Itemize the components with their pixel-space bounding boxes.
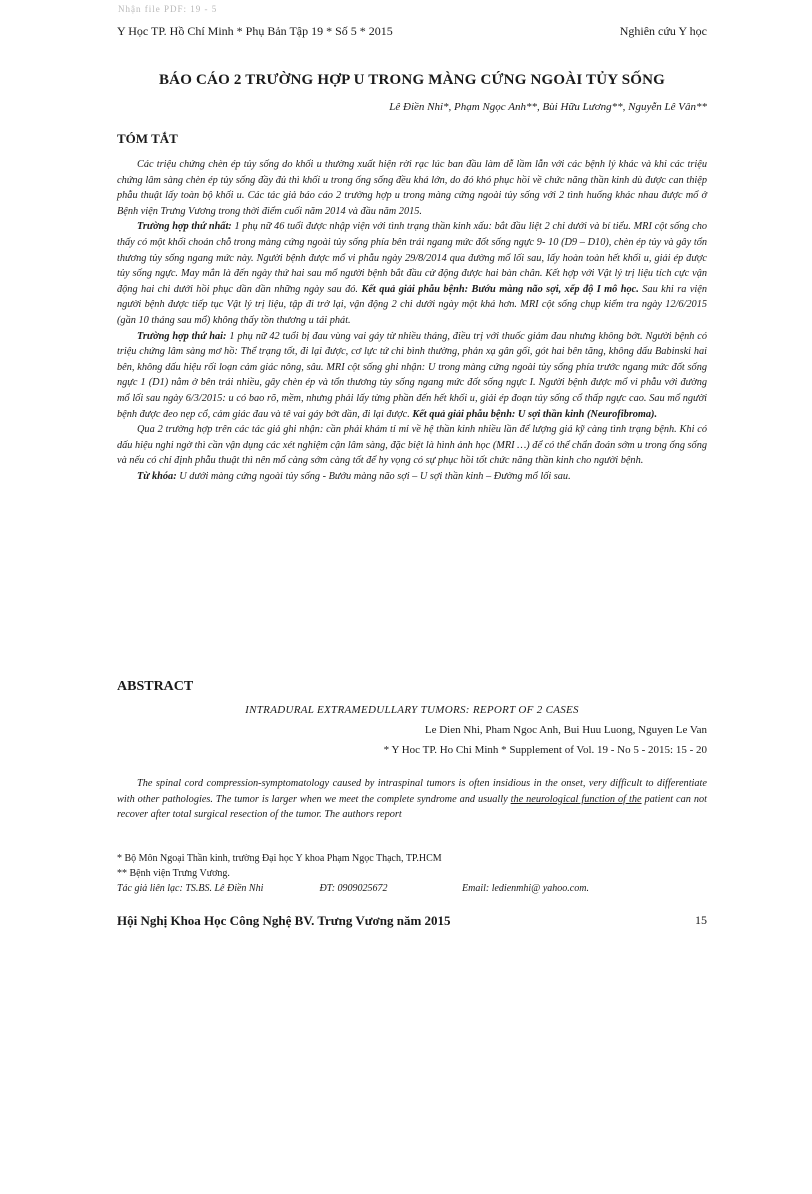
abstract-citation: * Y Hoc TP. Ho Chi Minh * Supplement of Vol. 19 - No 5 - 2015: 15 - 20 bbox=[383, 744, 707, 756]
abstract-authors: Le Dien Nhi, Pham Ngoc Anh, Bui Huu Luong, Nguyen Le Van bbox=[424, 724, 707, 736]
keywords-label: Từ khóa: bbox=[137, 470, 177, 482]
case1-text: 1 phụ nữ 46 tuổi được nhập viện với tình trạng thần kinh xấu: bắt đầu liệt 2 chi dưới và bí tiểu. MRI cột sống cho thấy có một khối choán chỗ trong màng cứng ngoài tủy sống phía bên trái ngang mức đốt sống ngực 9- 10 (D9 – D10), chèn ép tủy và gây tổn thương tủy sống ngang mức này. Người bệnh được mổ vi phẫu ngày 29/8/2014 qua đường mổ lối sau, lấy hoàn toàn hết khối u, giải ép được tủy sống ngực. May mắn là đến ngày thứ hai sau mổ người bệnh bắt đầu cử động được hai bàn chân. Kết hợp với Vật lý trị liệu tích cực vận động hai chi dưới hồi phục dần dần những ngày sau đó. bbox=[117, 221, 707, 295]
abstract-text-start: The spinal cord compression-symptomatology caused by intraspinal tumors is often insidious in the onset, very difficult to differentiate with other pathologies. The tumor is larger when we meet the complete syndrome and usually bbox=[117, 778, 707, 805]
conference-name: Hội Nghị Khoa Học Công Nghệ BV. Trưng Vương năm 2015 bbox=[117, 913, 451, 928]
journal-citation: Y Học TP. Hồ Chí Minh * Phụ Bản Tập 19 * Số 5 * 2015 bbox=[117, 24, 393, 38]
page-number: 15 bbox=[695, 913, 707, 927]
summary-paragraph-case1 bbox=[117, 219, 707, 328]
contact-phone: ĐT: 0909025672 bbox=[319, 883, 388, 894]
abstract-body bbox=[117, 776, 707, 823]
case1-tail: Sau khi ra viện người bệnh được tiếp tục Vật lý trị liệu, tập đi trở lại, vận động 2 chi dưới ngày một khá hơn. MRI cột sống chụp kiểm tra ngày 12/6/2015 (gần 10 tháng sau mổ) không thấy tồn thương u tái phát. bbox=[117, 283, 707, 326]
section-label: Nghiên cứu Y học bbox=[619, 24, 707, 38]
scan-watermark: Nhận file PDF: 19 - 5 bbox=[118, 4, 218, 14]
footnote-affiliation-1: * Bộ Môn Ngoại Thần kinh, trường Đại học Y khoa Phạm Ngọc Thạch, TP.HCM bbox=[117, 853, 442, 864]
abstract-title: INTRADURAL EXTRAMEDULLARY TUMORS: REPORT OF 2 CASES bbox=[245, 704, 579, 716]
contact-author: Tác giả liên lạc: TS.BS. Lê Điền Nhi bbox=[117, 883, 264, 894]
footnotes bbox=[117, 851, 707, 896]
keywords-text: U dưới màng cứng ngoài tủy sống - Bướu màng não sợi – U sợi thần kinh – Đường mổ lối sau. bbox=[176, 470, 571, 482]
abstract-underlined-text: the neurological function of the bbox=[510, 793, 642, 805]
case1-result: Kết quả giải phẫu bệnh: Bướu màng não sợi, xếp độ I mô học. bbox=[358, 283, 639, 295]
summary-heading: TÓM TẮT bbox=[117, 131, 178, 146]
author-list: Lê Điền Nhi*, Phạm Ngọc Anh**, Bùi Hữu Lương**, Nguyễn Lê Vân** bbox=[389, 101, 707, 113]
case2-result: Kết quả giải phẫu bệnh: U sợi thần kinh (Neurofibroma). bbox=[409, 408, 658, 420]
keywords bbox=[117, 469, 707, 485]
page-footer bbox=[117, 913, 707, 933]
summary-paragraph-intro: Các triệu chứng chèn ép tủy sống do khối u thường xuất hiện rời rạc lúc ban đầu làm dễ lầm lẫn với các bệnh lý khác và khi các triệu chứng lâm sàng chèn ép tủy sống đầy đủ thì khối u trong ống sống đều khá lớn, do đó khó phục hồi về chức năng thần kinh dù được can thiệp phẫu thuật lấy toàn bộ khối u. Các tác giả báo cáo 2 trường hợp u trong màng cứng ngoài tủy sống với 2 tình huống khác nhau được mổ ở Bệnh viện Trưng Vương trong thời điểm cuối năm 2014 và đầu năm 2015. bbox=[117, 159, 707, 217]
running-header bbox=[117, 24, 707, 42]
abstract-text-end: patient can not recover after total surgical resection of the tumor. The authors report bbox=[117, 793, 707, 821]
article-title: BÁO CÁO 2 TRƯỜNG HỢP U TRONG MÀNG CỨNG NGOÀI TỦY SỐNG bbox=[158, 72, 666, 88]
contact-email: Email: ledienmhi@ yahoo.com. bbox=[462, 883, 589, 894]
case2-lead: Trường hợp thứ hai: bbox=[137, 330, 227, 342]
summary-paragraph-case2 bbox=[117, 329, 707, 423]
footnote-contact bbox=[117, 881, 707, 896]
case2-text: 1 phụ nữ 42 tuổi bị đau vùng vai gáy từ nhiều tháng, điều trị với thuốc giảm đau nhưng không bớt. Người bệnh có triệu chứng lâm sàng mơ hồ: Thể trạng tốt, đi lại được, cơ lực tứ chi bình thường, phản xạ gân gối, gót hai bên tăng, không dấu Babinski hai bên, không dấu hiệu rối loạn cảm giác nông, sâu. MRI cột sống ghi nhận: U trong màng cứng ngoài tủy sống phía trước ngang mức đốt sống ngực 1 (D1) nằm ở bên trái nhiều, gây chèn ép và tổn thương tủy sống ngang mức đốt sống ngực I. Người bệnh được mổ vi phẫu với đường mổ lối sau ngày 6/3/2015: u có bao rõ, mềm, nhưng phải lấy từng phần đến hết khối u, giải ép đoạn tủy sống cổ thấp ngực cao. Sau mổ người bệnh được đeo nẹp cổ, cảm giác đau và tê vai gáy bớt dần, đi lại được. bbox=[117, 330, 707, 420]
footnote-affiliation-2: ** Bệnh viện Trưng Vương. bbox=[117, 868, 230, 879]
abstract-paragraph bbox=[117, 776, 707, 823]
summary-paragraph-conclusion: Qua 2 trường hợp trên các tác giả ghi nhận: cần phải khám tỉ mỉ về hệ thần kinh nhiều lần để lượng giá kỹ càng tình trạng bệnh. Khi có dấu hiệu nghi ngờ thì cần vận dụng các xét nghiệm cận lâm sàng, đặc biệt là hình ảnh học (MRI …) để có thể chẩn đoán sớm u trong ống sống và nếu có chỉ định phẫu thuật thì nên mổ càng sớm càng tốt để hy vọng có sự phục hồi tốt chức năng thần kinh cho người bệnh. bbox=[117, 424, 707, 467]
summary-body bbox=[117, 157, 707, 484]
abstract-heading: ABSTRACT bbox=[117, 679, 194, 694]
case1-lead: Trường hợp thứ nhất: bbox=[137, 221, 232, 233]
